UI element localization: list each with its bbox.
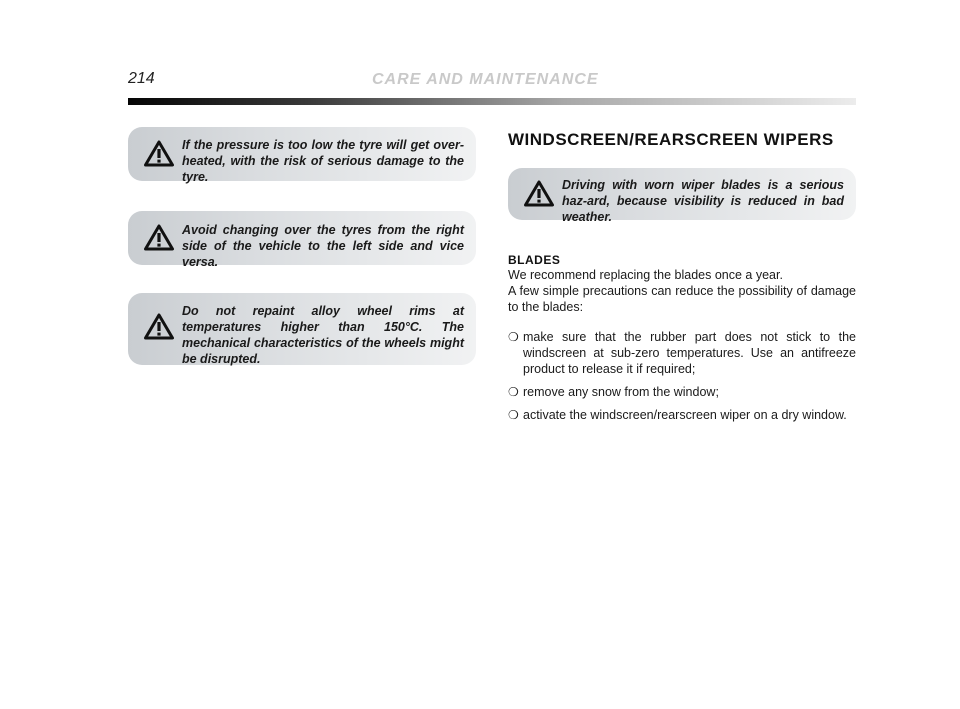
hollow-circle-bullet-icon: ❍ (508, 385, 519, 399)
blades-precautions-list (508, 329, 856, 430)
running-title: CARE AND MAINTENANCE (372, 71, 599, 88)
warning-box-wiper-blades (508, 168, 856, 224)
list-item-text: activate the windscreen/rearscreen wiper on a dry window. (523, 408, 847, 422)
warning-box-alloy-rims (128, 293, 476, 365)
warning-text: Do not repaint alloy wheel rims at temperatures higher than 150°C. The mechanical characteristics of the wheels might be disrupted. (182, 304, 464, 366)
list-item (508, 384, 856, 400)
section-heading: WINDSCREEN/REARSCREEN WIPERS (508, 130, 834, 149)
hollow-circle-bullet-icon: ❍ (508, 330, 519, 344)
blades-paragraph-2: A few simple precautions can reduce the possibility of damage to the blades: (508, 284, 856, 314)
blades-paragraph-1: We recommend replacing the blades once a year. (508, 268, 783, 282)
header-rule (128, 98, 856, 105)
list-item-text: make sure that the rubber part does not stick to the windscreen at sub-zero temperatures. Use an antifreeze product to release it if required; (523, 330, 856, 376)
warning-text: Driving with worn wiper blades is a serious haz-ard, because visibility is reduced in bad weather. (562, 178, 844, 224)
warning-box-tyre-swap (128, 211, 476, 269)
blades-heading: BLADES (508, 253, 561, 267)
warning-triangle-icon (144, 224, 174, 251)
warning-text: If the pressure is too low the tyre will get over-heated, with the risk of serious damage to the tyre. (182, 138, 464, 184)
warning-triangle-icon (524, 180, 554, 207)
list-item (508, 329, 856, 377)
warning-text: Avoid changing over the tyres from the right side of the vehicle to the left side and vice versa. (182, 223, 464, 269)
list-item (508, 407, 856, 423)
warning-triangle-icon (144, 313, 174, 340)
warning-box-tyre-pressure (128, 127, 476, 184)
hollow-circle-bullet-icon: ❍ (508, 408, 519, 422)
warning-triangle-icon (144, 140, 174, 167)
list-item-text: remove any snow from the window; (523, 385, 719, 399)
page-number: 214 (128, 70, 155, 87)
